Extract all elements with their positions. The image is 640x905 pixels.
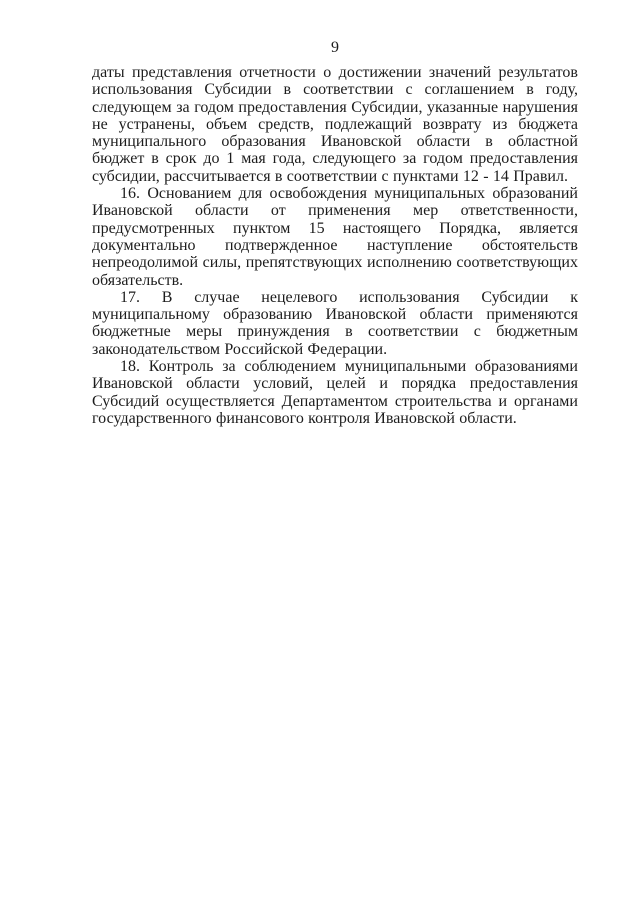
paragraph-16: 16. Основанием для освобождения муниципальных образований Ивановской области от применения мер ответственности, предусмотренных пунктом 15 настоящего Порядка, является документально подтвержденное наступление обстоятельств непреодолимой силы, препятствующих исполнению соответствующих обязательств. — [92, 185, 578, 289]
paragraph-17: 17. В случае нецелевого использования Субсидии к муниципальному образованию Ивановской области применяются бюджетные меры принуждения в соответствии с бюджетным законодательством Российской Федерации. — [92, 288, 578, 358]
paragraph-18: 18. Контроль за соблюдением муниципальными образованиями Ивановской области условий, целей и порядка предоставления Субсидий осуществляется Департаментом строительства и органами государственного финансового контроля Ивановской области. — [92, 358, 578, 427]
page-number: 9 — [331, 39, 339, 56]
paragraph-continuation: даты представления отчетности о достижении значений результатов использования Субсидии в соответствии с соглашением в году, следующем за годом предоставления Субсидии, указанные нарушения не устранены, объем средств, подлежащий возврату из бюджета муниципального образования Ивановской области в областной бюджет в срок до 1 мая года, следующего за годом предоставления субсидии, рассчитывается в соответствии с пунктами 12 - 14 Правил. — [92, 64, 578, 185]
document-body — [92, 64, 578, 427]
